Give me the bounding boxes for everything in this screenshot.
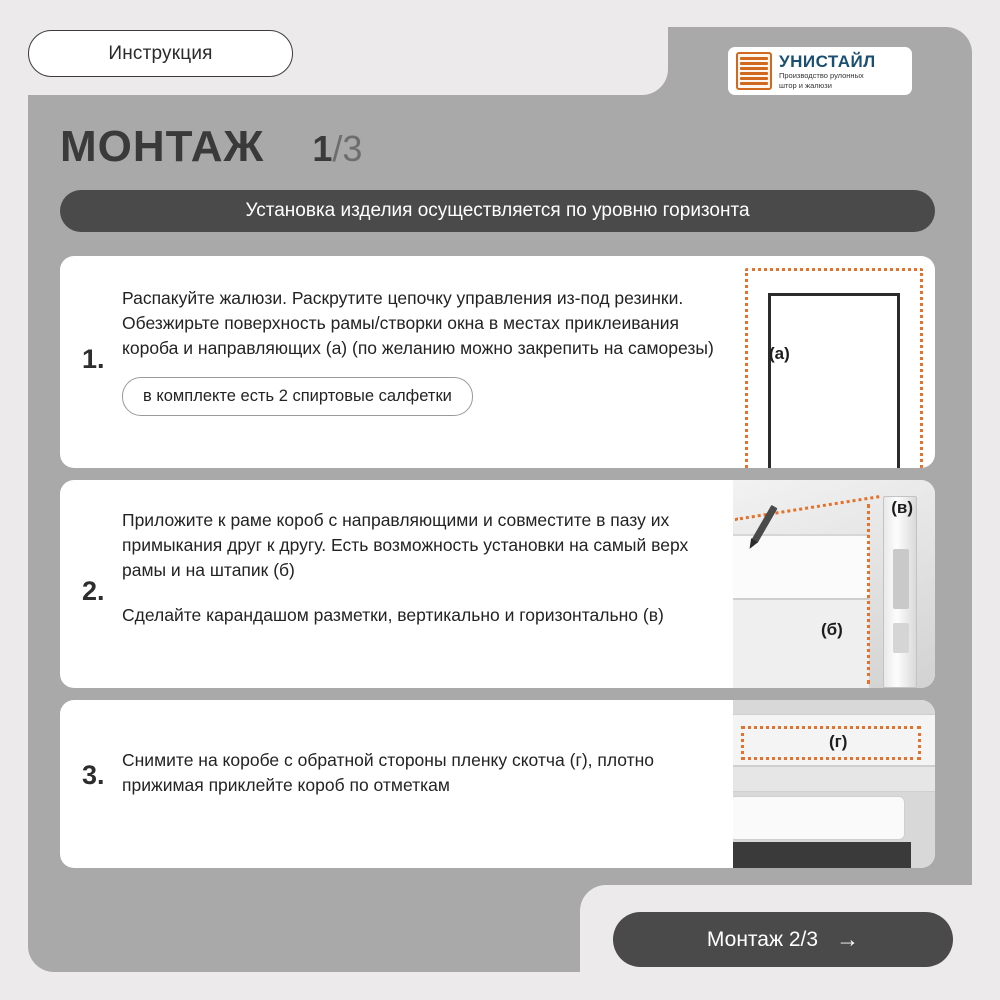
step-number-2: 2. — [82, 576, 105, 606]
step-card-3 — [60, 700, 935, 868]
page-title — [60, 122, 362, 172]
next-step-button[interactable] — [613, 912, 953, 967]
notice-banner-text: Установка изделия осуществляется по уровню горизонта — [245, 200, 750, 221]
logo-subtitle-line1: Производство рулонных — [779, 71, 864, 80]
notice-banner — [60, 190, 935, 232]
step-counter-total: 3 — [342, 128, 363, 169]
step-card-2 — [60, 480, 935, 688]
step-illustration-2 — [733, 480, 935, 688]
illustration-tag-v: (в) — [891, 498, 913, 517]
window-glazing-bead-icon — [733, 598, 869, 688]
illustration-tag-a: (а) — [769, 344, 790, 363]
step-counter-current: 1 — [312, 128, 333, 169]
logo-text-block — [779, 53, 876, 89]
cassette-box-edge-icon — [733, 766, 935, 792]
step-body-1 — [122, 286, 725, 416]
window-frame-outline-icon — [745, 268, 923, 468]
step-text-2-secondary: Сделайте карандашом разметки, вертикально и горизонтально (в) — [122, 604, 664, 625]
instruction-tab-label: Инструкция — [108, 42, 213, 64]
logo-subtitle-line2: штор и жалюзи — [779, 80, 832, 90]
step-body-3 — [122, 748, 725, 798]
step-note-pill-1: в комплекте есть 2 спиртовые салфетки — [122, 377, 473, 416]
illustration-tag-b: (б) — [821, 620, 843, 639]
brand-logo — [728, 47, 912, 95]
step-card-1 — [60, 256, 935, 468]
step-number-3: 3. — [82, 760, 105, 790]
illustration-tag-g: (г) — [829, 732, 848, 751]
step-body-2 — [122, 508, 725, 627]
roller-blind-icon — [733, 796, 905, 840]
step-number-1: 1. — [82, 344, 105, 374]
step-counter — [312, 128, 362, 170]
instruction-tab[interactable] — [28, 30, 293, 77]
step-text-2: Приложите к раме короб с направляющими и совместите в пазу их примыкания друг к другу. Есть возможность установки на самый верх рамы и на штапик (б) — [122, 510, 689, 580]
rail-slot-icon — [893, 549, 909, 609]
step-text-3: Снимите на коробе с обратной стороны пленку скотча (г), плотно прижимая приклейте короб по отметкам — [122, 750, 655, 795]
step-counter-separator: / — [332, 128, 343, 169]
step-illustration-1 — [733, 256, 935, 468]
guide-rail-icon — [883, 496, 917, 688]
blinds-icon — [736, 52, 772, 90]
arrow-right-icon: → — [836, 926, 860, 952]
step-text-1: Распакуйте жалюзи. Раскрутите цепочку управления из-под резинки. Обезжирьте поверхность рамы/створки окна в местах приклеивания короба и направляющих (а) (по желанию можно закрепить на саморезы) — [122, 288, 714, 358]
page-title-text: МОНТАЖ — [60, 122, 265, 171]
step-illustration-3 — [733, 700, 935, 868]
window-sash-icon — [768, 293, 900, 468]
next-step-button-label: Монтаж 2/3 — [706, 927, 819, 951]
rail-slot-secondary-icon — [893, 623, 909, 653]
logo-title: УНИСТАЙЛ — [779, 52, 876, 71]
marking-line-vertical — [867, 504, 870, 684]
blind-fabric-icon — [733, 842, 911, 868]
